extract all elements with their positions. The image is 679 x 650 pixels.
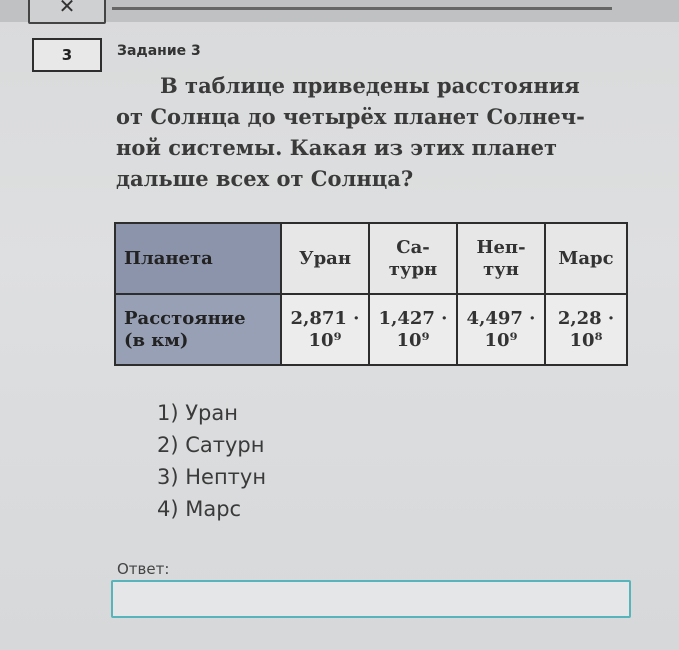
option-item[interactable]: 4) Марс	[157, 497, 242, 521]
table-cell: 2,28 · 10⁸	[545, 294, 627, 365]
table-header-row	[115, 223, 627, 294]
table-cell: 1,427 · 10⁹	[369, 294, 457, 365]
option-item[interactable]: 1) Уран	[157, 401, 238, 425]
table-cell: Расстояние (в км)	[115, 294, 281, 365]
option-item[interactable]: 2) Сатурн	[157, 433, 265, 457]
answer-input[interactable]	[111, 580, 631, 618]
task-number-badge: 3	[32, 38, 102, 72]
answer-options	[157, 397, 266, 525]
table-cell: Неп- тун	[457, 223, 545, 294]
option-item[interactable]: 3) Нептун	[157, 465, 267, 489]
answer-label: Ответ:	[117, 560, 170, 578]
question-line: В таблице приведены расстояния	[160, 73, 580, 98]
planet-distance-table	[114, 222, 628, 366]
table-cell: Марс	[545, 223, 627, 294]
task-label: Задание 3	[117, 43, 201, 59]
question-text	[116, 70, 631, 194]
question-line: дальше всех от Солнца?	[116, 166, 414, 191]
question-line: от Солнца до четырёх планет Солнеч-	[116, 104, 585, 129]
divider	[112, 7, 612, 10]
table-row	[115, 294, 627, 365]
table-cell: Са- турн	[369, 223, 457, 294]
top-bar	[0, 0, 679, 22]
close-icon[interactable]: ✕	[28, 0, 106, 24]
table-cell: 2,871 · 10⁹	[281, 294, 369, 365]
table-cell: 4,497 · 10⁹	[457, 294, 545, 365]
table-cell: Уран	[281, 223, 369, 294]
question-line: ной системы. Какая из этих планет	[116, 135, 558, 160]
table-cell: Планета	[115, 223, 281, 294]
